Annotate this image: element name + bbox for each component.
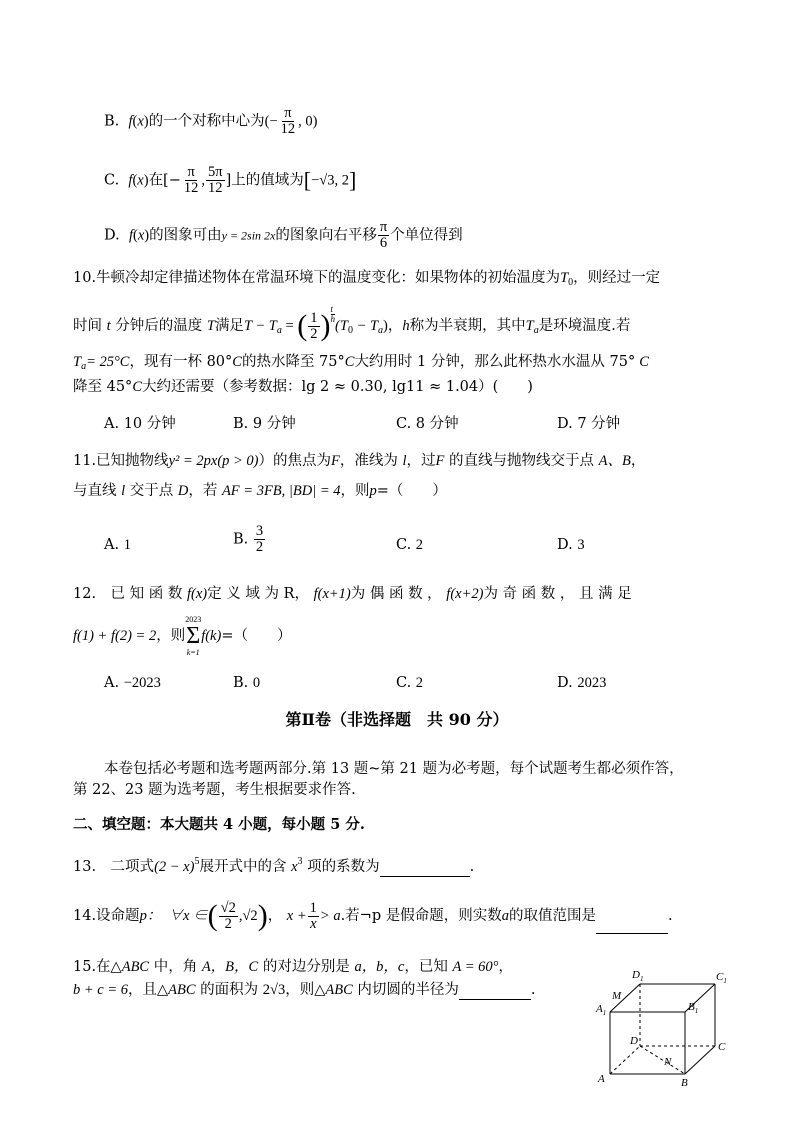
cube-figure bbox=[590, 962, 740, 1092]
side-sum: b + c = 6 bbox=[73, 982, 129, 998]
q13 bbox=[73, 852, 474, 877]
question-text: 是环境温度.若 bbox=[538, 318, 631, 334]
question-text: 大约用时 1 分钟，那么此杯热水水温从 75° bbox=[354, 354, 636, 370]
q9-option-c: C. f(x)在[− $\frac{\pi}{12}$ , $\frac{5\pi}{12}$ ]上的值域为[−√3, 2] bbox=[104, 164, 357, 196]
subscript: a bbox=[81, 361, 87, 372]
period: . bbox=[469, 859, 475, 875]
option-label: D. bbox=[557, 675, 573, 691]
question-text: 为 奇 函 数 ， 且 满 足 bbox=[483, 586, 632, 602]
exponent: 3 bbox=[297, 856, 303, 867]
denominator: 12 bbox=[208, 180, 223, 196]
q12-option-d bbox=[557, 673, 606, 693]
question-text: 与直线 bbox=[73, 483, 117, 499]
fraction bbox=[378, 220, 389, 251]
sum-lower: k=1 bbox=[186, 648, 200, 657]
option-text: 的图象可由 bbox=[149, 227, 222, 244]
fraction bbox=[279, 106, 298, 137]
option-label: C. bbox=[396, 675, 412, 691]
denominator: 2 bbox=[310, 325, 318, 342]
option-text: 0 bbox=[252, 675, 261, 691]
option-text: 2 bbox=[415, 675, 424, 691]
q12-option-c bbox=[396, 673, 423, 693]
edge-BC bbox=[685, 1046, 715, 1074]
function-f: f bbox=[128, 172, 133, 189]
point-F: F bbox=[435, 453, 445, 469]
question-text: 称为半衰期，其中 bbox=[409, 318, 526, 334]
q12-line1 bbox=[73, 584, 632, 604]
question-text: 大约还需要（参考数据：lg 2 ≈ 0.30, lg11 ≈ 1.04）( ) bbox=[141, 379, 533, 395]
unit-C: C bbox=[344, 354, 355, 370]
option-label: D. bbox=[104, 227, 120, 244]
option-label: B. bbox=[233, 531, 249, 548]
section-intro-line1: 本卷包括必考题和选考题两部分.第 13 题~第 21 题为必考题，每个试题考生都必须作答， bbox=[104, 761, 684, 777]
question-text: 分钟后的温度 bbox=[115, 318, 203, 334]
label-D1: $D_1$ bbox=[632, 969, 644, 983]
option-text: 7 分钟 bbox=[577, 416, 621, 432]
q10-option-c bbox=[396, 414, 459, 434]
question-text: ，且△ bbox=[128, 982, 169, 998]
fill-in-heading: 二、填空题：本大题共 4 小题，每小题 5 分. bbox=[73, 816, 365, 833]
question-text: 时间 bbox=[73, 318, 102, 334]
question-text: 14.设命题 bbox=[73, 908, 140, 924]
question-text: ）的焦点为 bbox=[258, 453, 332, 469]
numerator: √2 bbox=[220, 899, 236, 916]
fraction bbox=[219, 901, 238, 932]
numerator: 1 bbox=[309, 899, 317, 916]
q12-line2 bbox=[73, 614, 291, 658]
angles: A，B，C bbox=[201, 959, 259, 975]
question-text: ，已知 bbox=[404, 959, 448, 975]
var-p: p bbox=[369, 483, 377, 499]
question-text: 13. 二项式 bbox=[73, 859, 155, 875]
label-A: A bbox=[598, 1073, 605, 1085]
unit-C: C bbox=[232, 354, 242, 370]
q11-line1 bbox=[73, 451, 645, 471]
label-D: D bbox=[630, 1035, 638, 1047]
option-label: D. bbox=[557, 416, 573, 432]
option-label: A. bbox=[104, 675, 120, 691]
fraction-half bbox=[308, 311, 319, 342]
q11-line2 bbox=[73, 481, 447, 501]
area-value: 2√3 bbox=[262, 982, 286, 998]
question-text: 交于点 bbox=[129, 483, 174, 499]
question-text: ， bbox=[630, 453, 646, 469]
parabola-equation: y² = 2px(p > 0) bbox=[168, 453, 259, 469]
var-T: T bbox=[525, 318, 534, 334]
line-l: l bbox=[121, 483, 126, 499]
point-D: D bbox=[177, 483, 189, 499]
denominator: 2 bbox=[224, 915, 232, 932]
q12-option-a bbox=[104, 673, 161, 693]
subscript: a bbox=[533, 325, 539, 336]
var-p: p bbox=[139, 908, 147, 924]
denominator: 6 bbox=[379, 235, 388, 251]
label-B: B bbox=[681, 1077, 688, 1089]
option-text: 的图象向右平移 bbox=[275, 227, 377, 244]
question-text: ，现有一杯 80° bbox=[129, 354, 233, 370]
formula-part: (T bbox=[335, 318, 348, 334]
var-h: h bbox=[402, 318, 410, 334]
q10-option-b bbox=[233, 414, 296, 434]
label-M: M bbox=[612, 990, 622, 1002]
option-tail: , 0) bbox=[298, 113, 318, 130]
var-x: x bbox=[137, 227, 145, 244]
q10-line3 bbox=[73, 352, 649, 377]
inequality: > a bbox=[319, 908, 341, 924]
sides: a，b，c bbox=[354, 959, 405, 975]
formula-lhs: T − T bbox=[243, 318, 277, 334]
triangle-name: ABC bbox=[121, 959, 150, 975]
question-text: 定 义 域 为 R， bbox=[207, 586, 309, 602]
option-label: A. bbox=[104, 537, 120, 553]
value-range: −√3, 2 bbox=[311, 172, 349, 189]
question-text: ，则经过一定 bbox=[573, 270, 661, 286]
option-text: 2 bbox=[415, 537, 424, 553]
q11-option-c bbox=[396, 535, 423, 555]
function-f: f(x+1) bbox=[313, 586, 351, 602]
line-l: l bbox=[402, 453, 407, 469]
q12-option-b bbox=[233, 673, 260, 693]
section-intro-line2: 第 22、23 题为选考题，考生根据要求作答. bbox=[73, 782, 356, 798]
fraction bbox=[206, 165, 225, 196]
question-text: 的直线与抛物线交于点 bbox=[448, 453, 594, 469]
var-a: a bbox=[501, 908, 509, 924]
sqrt2: √2 bbox=[242, 908, 258, 924]
section-title: 第Ⅱ卷（非选择题 共 90 分） bbox=[285, 710, 509, 729]
condition: f(1) + f(2) = 2 bbox=[73, 628, 157, 644]
option-label: C. bbox=[396, 416, 412, 432]
question-text: 的热水降至 75° bbox=[241, 354, 345, 370]
question-text: .若¬p 是假命题，则实数 bbox=[340, 908, 502, 924]
point-F: F bbox=[331, 453, 340, 469]
expression: y = 2sin 2x bbox=[221, 228, 276, 243]
var-T: T bbox=[560, 270, 569, 286]
q9-option-b: B. f(x)的一个对称中心为(− $\frac{\pi}{12}$ , 0) bbox=[104, 105, 318, 137]
question-text: ，则 bbox=[156, 628, 186, 644]
question-text: 内切圆的半径为 bbox=[357, 982, 459, 998]
q15-line2 bbox=[73, 980, 536, 1000]
q10-line1 bbox=[73, 268, 660, 293]
question-text: 展开式中的含 bbox=[199, 859, 287, 875]
function-f: f bbox=[128, 227, 133, 244]
q10-line2: 时间 t 分钟后的温度 T满足$T - T_a$ = ( $\frac{1}{2}$ ) $\frac{t}{h}$ $(T_0 - T_a)$，h称为半衰期，其中$T_a$是环境温度.若 bbox=[73, 304, 631, 342]
numerator: π bbox=[284, 105, 292, 121]
var-t: t bbox=[106, 318, 111, 334]
option-text: 9 分钟 bbox=[252, 416, 296, 432]
question-text: 的面积为 bbox=[200, 982, 259, 998]
question-text: 12. 已 知 函 数 bbox=[73, 586, 183, 602]
label-A1: $A_1$ bbox=[596, 1003, 607, 1017]
var-x: x bbox=[137, 172, 144, 189]
denominator: x bbox=[310, 915, 317, 932]
option-label: C. bbox=[104, 172, 120, 189]
denominator: 12 bbox=[280, 121, 296, 137]
label-N: N bbox=[664, 1056, 672, 1068]
option-text: 8 分钟 bbox=[415, 416, 459, 432]
question-text: 项的系数为 bbox=[307, 859, 380, 875]
option-label: B. bbox=[104, 113, 120, 130]
q10-option-a bbox=[104, 414, 176, 434]
angle-value: A = 60° bbox=[452, 959, 499, 975]
subscript: a bbox=[276, 325, 282, 336]
subscript: a bbox=[378, 325, 384, 336]
binomial: (2 − x) bbox=[154, 859, 195, 875]
function-f: f(x+2) bbox=[446, 586, 484, 602]
question-text: ，过 bbox=[406, 453, 436, 469]
vector-condition: AF = 3FB, |BD| = 4 bbox=[221, 483, 341, 499]
unit-C: C bbox=[639, 354, 649, 370]
subscript: 0 bbox=[568, 277, 574, 288]
question-text: ， bbox=[267, 908, 283, 924]
summation: 2023 Σ k=1 bbox=[185, 615, 202, 657]
formula-part: ) bbox=[383, 318, 388, 334]
q9-option-d: D. f(x)的图象可由y = 2sin 2x的图象向右平移 $\frac{\pi}{6}$ 个单位得到 bbox=[104, 219, 463, 251]
var-x: x bbox=[291, 859, 298, 875]
numerator: 3 bbox=[255, 523, 264, 539]
fraction bbox=[254, 524, 265, 555]
question-text: ，准线为 bbox=[339, 453, 398, 469]
label-C1: $C_1$ bbox=[716, 971, 727, 985]
formula-part: − T bbox=[352, 318, 379, 334]
q11-option-b bbox=[233, 524, 266, 555]
function-f: f(x) bbox=[187, 586, 208, 602]
question-text: =（ ） bbox=[376, 483, 447, 499]
expression: x + bbox=[286, 908, 307, 924]
option-text: 个单位得到 bbox=[390, 227, 463, 244]
question-text: ，若 bbox=[188, 483, 218, 499]
points-AB: A、B bbox=[598, 453, 631, 469]
question-text: 满足 bbox=[214, 318, 244, 334]
answer-blank[interactable] bbox=[459, 999, 531, 1000]
question-text: ， bbox=[387, 318, 403, 334]
temperature: = 25°C bbox=[86, 354, 130, 370]
label-B1: $B_1$ bbox=[688, 1001, 699, 1015]
triangle-name: ABC bbox=[325, 982, 353, 998]
option-label: C. bbox=[396, 537, 412, 553]
fraction bbox=[182, 165, 201, 196]
question-text: 中，角 bbox=[153, 959, 198, 975]
option-text: 10 分钟 bbox=[123, 416, 176, 432]
diagonal-DB-hidden bbox=[640, 1046, 685, 1074]
exponent-den: h bbox=[330, 314, 336, 324]
label-C: C bbox=[718, 1041, 726, 1053]
option-text: 2023 bbox=[577, 675, 607, 691]
exponent-num: t bbox=[330, 304, 334, 314]
option-label: B. bbox=[233, 416, 249, 432]
option-text: 的一个对称中心为 bbox=[148, 113, 265, 130]
q10-option-d bbox=[557, 414, 620, 434]
q11-option-a bbox=[104, 535, 131, 555]
denominator: 12 bbox=[183, 180, 199, 196]
option-text: 在[− bbox=[148, 172, 181, 189]
option-text: −2023 bbox=[123, 675, 161, 691]
question-text: 10.牛顿冷却定律描述物体在常温环境下的温度变化：如果物体的初始温度为 bbox=[73, 270, 561, 286]
function-f: f bbox=[128, 113, 133, 130]
question-text: 为 偶 函 数 ， bbox=[350, 586, 442, 602]
option-label: D. bbox=[557, 537, 573, 553]
numerator: 1 bbox=[310, 309, 318, 326]
unit-C: C bbox=[132, 379, 142, 395]
triangle-name: ABC bbox=[168, 982, 196, 998]
option-text: 3 bbox=[577, 537, 585, 553]
question-text: ， bbox=[498, 959, 513, 975]
question-text: 降至 45° bbox=[73, 379, 133, 395]
answer-blank[interactable] bbox=[380, 876, 470, 877]
question-text: 的取值范围是 bbox=[508, 908, 596, 924]
question-text: ，则 bbox=[340, 483, 370, 499]
var-T: T bbox=[206, 318, 215, 334]
question-text: ，则△ bbox=[285, 982, 326, 998]
comma: , bbox=[238, 908, 243, 924]
option-label: A. bbox=[104, 416, 120, 432]
var-T: T bbox=[73, 354, 82, 370]
question-text: =（ ） bbox=[221, 628, 292, 644]
period: . bbox=[667, 908, 673, 924]
fraction bbox=[308, 901, 319, 932]
q10-line4 bbox=[73, 377, 533, 397]
option-label: B. bbox=[233, 675, 249, 691]
q14: 14.设命题p： ∀x ∈( $\frac{√2}{2}$ ,√2)， x + $\frac{1}{x}$ > a.若¬p 是假命题，则实数a的取值范围是 . bbox=[73, 899, 673, 932]
edge-AD-hidden bbox=[610, 1046, 640, 1074]
option-text: ]上的值域为 bbox=[225, 172, 304, 189]
question-text: 11.已知抛物线 bbox=[73, 453, 169, 469]
numerator: π bbox=[187, 164, 195, 180]
period: . bbox=[530, 982, 536, 998]
exponent: 5 bbox=[194, 856, 200, 867]
sum-term: f(k) bbox=[201, 628, 222, 644]
var-x: x bbox=[137, 113, 144, 130]
denominator: 2 bbox=[255, 539, 264, 555]
option-text: 1 bbox=[123, 537, 131, 553]
numerator: π bbox=[379, 219, 388, 235]
answer-blank[interactable] bbox=[596, 913, 668, 934]
question-text: 15.在△ bbox=[73, 959, 122, 975]
q15-line1 bbox=[73, 957, 513, 977]
sum-upper: 2023 bbox=[185, 615, 202, 624]
q11-option-d bbox=[557, 535, 585, 555]
numerator: 5π bbox=[208, 164, 223, 180]
quantifier: ： ∀x ∈ bbox=[146, 908, 208, 924]
question-text: 的对边分别是 bbox=[262, 959, 350, 975]
